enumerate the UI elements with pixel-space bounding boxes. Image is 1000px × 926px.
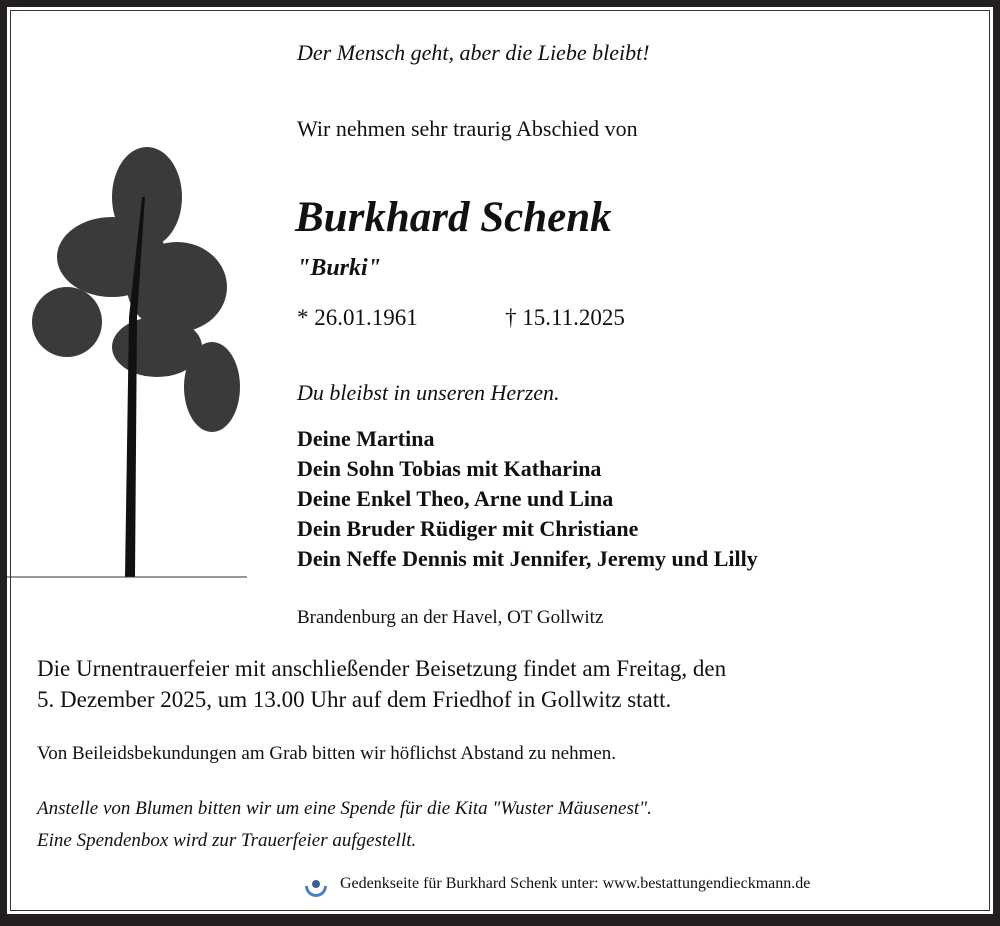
donation-line: Anstelle von Blumen bitten wir um eine Spende für die Kita "Wuster Mäusenest". (37, 798, 652, 819)
mourner: Dein Sohn Tobias mit Katharina (297, 456, 602, 481)
nickname: "Burki" (297, 255, 382, 281)
memorial-page-link[interactable]: Gedenkseite für Burkhard Schenk unter: www.bestattungendieckmann.de (340, 875, 811, 892)
mourner: Deine Martina (297, 426, 435, 451)
death-date: † 15.11.2025 (505, 305, 625, 330)
deceased-name: Burkhard Schenk (295, 194, 612, 241)
ceremony-line: 5. Dezember 2025, um 13.00 Uhr auf dem Friedhof in Gollwitz statt. (37, 687, 672, 712)
donation-note (37, 793, 652, 857)
ceremony-line: Die Urnentrauerfeier mit anschließender Beisetzung findet am Freitag, den (37, 656, 727, 681)
memorial-logo-icon (301, 872, 331, 900)
quote: Du bleibst in unseren Herzen. (297, 380, 560, 405)
birth-date: * 26.01.1961 (297, 305, 418, 330)
donation-line: Eine Spendenbox wird zur Trauerfeier aufgestellt. (37, 830, 417, 851)
intro-text: Wir nehmen sehr traurig Abschied von (297, 116, 638, 141)
mourner: Dein Bruder Rüdiger mit Christiane (297, 516, 639, 541)
notice-frame (7, 7, 993, 914)
ceremony-info (37, 653, 726, 715)
mourner: Dein Neffe Dennis mit Jennifer, Jeremy und Lilly (297, 546, 758, 571)
place: Brandenburg an der Havel, OT Gollwitz (297, 607, 604, 628)
mourners-list (297, 424, 758, 574)
mourner: Deine Enkel Theo, Arne und Lina (297, 486, 614, 511)
condolence-note: Von Beileidsbekundungen am Grab bitten wir höflichst Abstand zu nehmen. (37, 743, 617, 764)
motto: Der Mensch geht, aber die Liebe bleibt! (297, 40, 650, 65)
pine-tree-image (7, 137, 252, 587)
